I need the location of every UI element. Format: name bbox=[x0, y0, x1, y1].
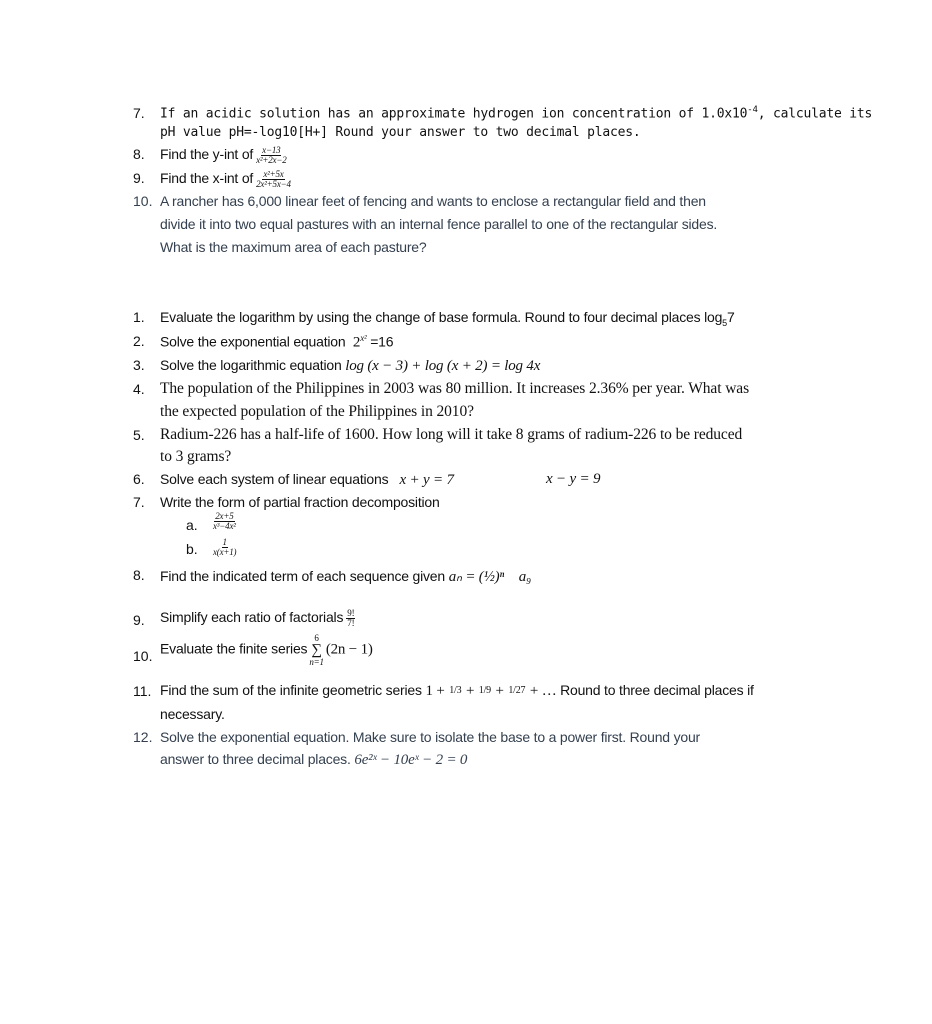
item-number: 11. bbox=[133, 683, 152, 699]
text: Solve each system of linear equations bbox=[160, 471, 389, 487]
series-ellipsis: + … bbox=[529, 683, 557, 699]
question-10-series bbox=[160, 633, 373, 667]
item-number: 9. bbox=[133, 170, 145, 186]
numerator: x²+5x bbox=[263, 169, 284, 179]
question-11-geometric bbox=[160, 682, 754, 700]
text: Find the sum of the infinite geometric series bbox=[160, 682, 422, 698]
series-plus: + bbox=[436, 683, 445, 699]
item-number: 10. bbox=[133, 648, 153, 664]
question-12-line1: Solve the exponential equation. Make sure to isolate the base to a power first. Round your bbox=[160, 729, 701, 745]
equation: 6e²ˣ − 10eˣ − 2 = 0 bbox=[354, 752, 468, 768]
item-number: 7. bbox=[133, 494, 145, 510]
denominator: x²+2x−2 bbox=[256, 155, 287, 165]
fraction-a bbox=[210, 512, 239, 531]
denominator: 2x²+5x−4 bbox=[256, 179, 291, 189]
text: 7 bbox=[726, 309, 735, 325]
series-plus: + bbox=[495, 683, 504, 699]
fraction bbox=[256, 146, 286, 165]
expression: (2n − 1) bbox=[325, 641, 373, 658]
text: Simplify each ratio of factorials bbox=[160, 609, 344, 626]
item-number: 7. bbox=[133, 105, 145, 121]
sigma-icon: ∑ bbox=[311, 642, 322, 658]
denominator: x(x+1) bbox=[213, 547, 237, 557]
item-number: 6. bbox=[133, 471, 145, 487]
text: Round to three decimal places if bbox=[560, 682, 754, 698]
question-6-system bbox=[160, 471, 601, 489]
question-8-yint bbox=[160, 146, 290, 165]
question-8-sequence bbox=[160, 567, 531, 586]
upper-limit: 6 bbox=[314, 633, 319, 643]
question-11-line2: necessary. bbox=[160, 706, 225, 722]
text: Evaluate the finite series bbox=[160, 640, 308, 657]
series-term: 1 bbox=[425, 683, 433, 699]
denominator: x³−4x² bbox=[213, 521, 236, 531]
text: Evaluate the logarithm by using the change of base formula. Round to four decimal places log bbox=[160, 309, 723, 325]
item-number: 3. bbox=[133, 357, 145, 373]
numerator: 2x+5 bbox=[215, 511, 234, 521]
item-number: 8. bbox=[133, 146, 145, 162]
series-term-fraction: 1/3 bbox=[449, 685, 462, 696]
item-number: 10. bbox=[133, 193, 153, 209]
equation-1: x + y = 7 bbox=[399, 472, 454, 488]
question-4-line2: the expected population of the Philippines in 2010? bbox=[160, 403, 474, 420]
text: If an acidic solution has an approximate hydrogen ion concentration of 1.0x10 bbox=[160, 106, 748, 122]
question-3-logarithmic bbox=[160, 357, 540, 375]
base: 2 bbox=[352, 334, 361, 351]
term: a₉ bbox=[518, 569, 532, 585]
question-12-line2 bbox=[160, 751, 467, 769]
item-number: 9. bbox=[133, 612, 145, 628]
question-7-partial-fractions: Write the form of partial fraction decomposition bbox=[160, 494, 440, 510]
fraction-b bbox=[210, 538, 239, 557]
lower-limit: n=1 bbox=[309, 657, 324, 667]
text: , calculate its bbox=[757, 106, 873, 122]
item-number: 4. bbox=[133, 381, 145, 397]
fraction bbox=[213, 512, 236, 531]
equation-2: x − y = 9 bbox=[546, 471, 601, 487]
sub-item-label: b. bbox=[186, 541, 198, 557]
exponent: x² bbox=[360, 333, 367, 343]
numerator: 9! bbox=[347, 608, 355, 618]
question-9-factorials bbox=[160, 609, 358, 628]
exponent: -4 bbox=[747, 105, 758, 115]
question-7-line2: pH value pH=-log10[H+] Round your answer to two decimal places. bbox=[160, 125, 641, 140]
question-9-xint bbox=[160, 170, 294, 189]
numerator: x−13 bbox=[262, 145, 281, 155]
text: answer to three decimal places. bbox=[160, 751, 351, 767]
question-10-line1: A rancher has 6,000 linear feet of fencing and wants to enclose a rectangular field and then bbox=[160, 193, 706, 209]
item-number: 5. bbox=[133, 427, 145, 443]
numerator: 1 bbox=[222, 537, 227, 547]
log-base: 5 bbox=[722, 317, 727, 328]
equation: aₙ = (½)ⁿ bbox=[448, 569, 504, 585]
summation bbox=[309, 633, 323, 667]
text: Find the x-int of bbox=[160, 170, 254, 187]
equation: log (x − 3) + log (x + 2) = log 4x bbox=[345, 358, 541, 374]
question-5-line1: Radium-226 has a half-life of 1600. How long will it take 8 grams of radium-226 to be reduced bbox=[160, 426, 743, 443]
series-plus: + bbox=[465, 683, 475, 699]
text: Find the y-int of bbox=[160, 146, 254, 163]
series-term-fraction: 1/27 bbox=[508, 685, 526, 696]
question-1-log bbox=[160, 309, 735, 328]
question-10-line3: What is the maximum area of each pasture? bbox=[160, 239, 427, 255]
question-4-line1: The population of the Philippines in 2003 was 80 million. It increases 2.36% per year. What was bbox=[160, 380, 749, 397]
fraction bbox=[213, 538, 236, 557]
item-number: 2. bbox=[133, 333, 145, 349]
item-number: 12. bbox=[133, 729, 153, 745]
text: Solve the exponential equation bbox=[160, 333, 346, 350]
question-2-exponential bbox=[160, 333, 393, 352]
fraction bbox=[256, 170, 291, 189]
item-number: 1. bbox=[133, 309, 145, 325]
question-5-line2: to 3 grams? bbox=[160, 448, 232, 465]
text: Find the indicated term of each sequence given bbox=[160, 568, 445, 584]
sub-item-label: a. bbox=[186, 517, 198, 533]
item-number: 8. bbox=[133, 567, 145, 583]
text: Solve the logarithmic equation bbox=[160, 357, 342, 373]
series bbox=[426, 683, 561, 699]
denominator: 7! bbox=[347, 618, 355, 628]
question-10-line2: divide it into two equal pastures with an internal fence parallel to one of the rectangular sides. bbox=[160, 216, 718, 232]
series-term-fraction: 1/9 bbox=[478, 685, 491, 696]
text: =16 bbox=[370, 333, 394, 350]
fraction bbox=[346, 609, 355, 628]
question-7-ph bbox=[160, 105, 872, 121]
